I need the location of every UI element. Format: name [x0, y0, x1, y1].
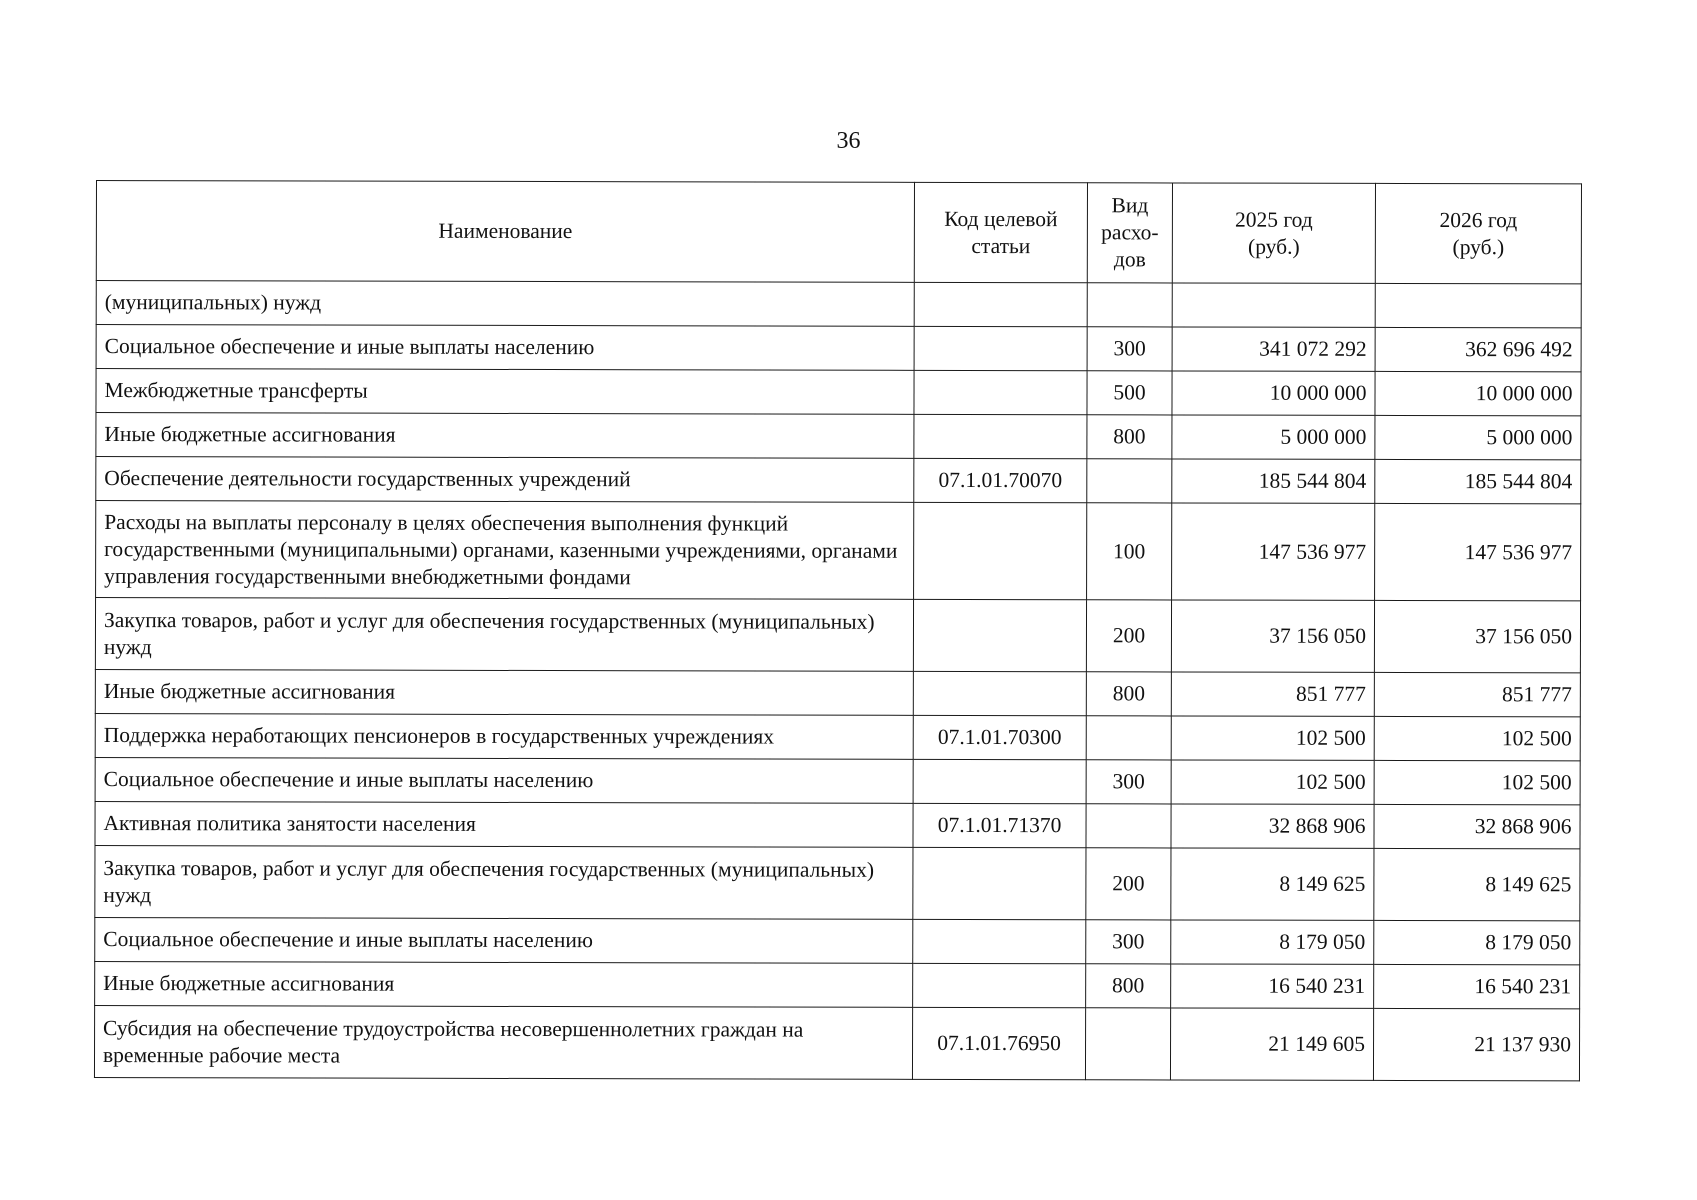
header-2025: [1172, 183, 1375, 283]
cell-code: [913, 759, 1086, 803]
cell-name: Межбюджетные трансферты: [96, 369, 914, 415]
cell-code: [913, 599, 1086, 671]
cell-name: Социальное обеспечение и иные выплаты населению: [95, 917, 913, 963]
cell-code: 07.1.01.71370: [913, 803, 1086, 847]
cell-2026: 16 540 231: [1374, 964, 1580, 1008]
cell-2026: 102 500: [1374, 760, 1580, 804]
budget-table: [94, 180, 1582, 1081]
cell-2026: 21 137 930: [1373, 1008, 1579, 1080]
cell-2025: 16 540 231: [1171, 964, 1374, 1008]
table-row: [95, 961, 1580, 1008]
header-2025-line: 2025 год: [1235, 207, 1313, 232]
cell-type: 300: [1086, 760, 1171, 804]
cell-2026: 362 696 492: [1375, 327, 1581, 371]
cell-code: [913, 671, 1086, 715]
header-code-line: Код целевой: [944, 206, 1058, 231]
cell-code: [914, 326, 1087, 370]
cell-code: 07.1.01.76950: [912, 1007, 1085, 1079]
cell-2026: 32 868 906: [1374, 804, 1580, 848]
cell-2025: 147 536 977: [1172, 503, 1375, 600]
cell-name: Социальное обеспечение и иные выплаты населению: [96, 325, 914, 371]
table-row: [96, 325, 1581, 372]
cell-2026: 102 500: [1374, 716, 1580, 760]
cell-code: [913, 847, 1086, 919]
header-2025-line: (руб.): [1248, 234, 1300, 259]
cell-type: [1086, 804, 1171, 848]
cell-2025: 8 149 625: [1171, 848, 1374, 920]
cell-type: 500: [1087, 371, 1172, 415]
cell-name: Иные бюджетные ассигнования: [95, 669, 913, 715]
cell-name: Расходы на выплаты персоналу в целях обеспечения выполнения функций государственными (муниципальными) органами, казенными учреждениями, органами управления государственными внебюджетными фондами: [96, 501, 914, 600]
header-type-line: дов: [1113, 247, 1146, 272]
cell-name: Закупка товаров, работ и услуг для обеспечения государственных (муниципальных) нужд: [95, 845, 913, 919]
header-name: Наименование: [96, 181, 914, 283]
cell-2025: 851 777: [1171, 672, 1374, 716]
cell-code: [914, 282, 1087, 326]
header-code-line: статьи: [971, 233, 1031, 258]
cell-2026: [1375, 283, 1581, 327]
cell-2026: 851 777: [1374, 672, 1580, 716]
cell-2025: 185 544 804: [1172, 459, 1375, 503]
cell-2025: 5 000 000: [1172, 415, 1375, 459]
cell-name: Социальное обеспечение и иные выплаты населению: [95, 757, 913, 803]
cell-2026: 8 179 050: [1374, 920, 1580, 964]
cell-type: 300: [1087, 327, 1172, 371]
table-row: [96, 413, 1581, 460]
table-row: [95, 598, 1580, 673]
header-2026-line: (руб.): [1452, 234, 1505, 259]
cell-type: 800: [1086, 672, 1171, 716]
cell-type: [1085, 1008, 1170, 1080]
cell-code: 07.1.01.70070: [914, 458, 1087, 502]
cell-code: [914, 370, 1087, 414]
cell-name: Активная политика занятости населения: [95, 801, 913, 847]
cell-2025: 37 156 050: [1171, 600, 1374, 672]
cell-name: Обеспечение деятельности государственных учреждений: [96, 457, 914, 503]
cell-2026: 5 000 000: [1375, 415, 1581, 459]
cell-type: 100: [1087, 503, 1172, 600]
cell-code: [913, 919, 1086, 963]
table-row: [95, 757, 1580, 804]
cell-2026: 10 000 000: [1375, 371, 1581, 415]
cell-type: 800: [1087, 415, 1172, 459]
header-2026-line: 2026 год: [1439, 207, 1518, 232]
cell-2025: 102 500: [1171, 760, 1374, 804]
cell-type: [1086, 716, 1171, 760]
cell-type: 200: [1086, 600, 1171, 672]
table-row: [95, 713, 1580, 760]
cell-2026: 185 544 804: [1375, 459, 1581, 503]
cell-name: Иные бюджетные ассигнования: [96, 413, 914, 459]
cell-2026: 37 156 050: [1374, 600, 1580, 672]
cell-2025: [1172, 283, 1375, 327]
cell-2025: 32 868 906: [1171, 804, 1374, 848]
cell-code: 07.1.01.70300: [913, 715, 1086, 759]
page-number: 36: [836, 128, 861, 154]
table-row: [95, 801, 1580, 848]
cell-code: [913, 963, 1086, 1007]
cell-type: [1087, 459, 1172, 503]
table-row: [96, 457, 1581, 504]
cell-2025: 21 149 605: [1170, 1008, 1373, 1080]
cell-type: 300: [1086, 920, 1171, 964]
table-row: [96, 501, 1581, 601]
header-type-line: расхо-: [1101, 220, 1159, 245]
cell-type: 200: [1086, 848, 1171, 920]
table-row: [96, 369, 1581, 416]
cell-code: [914, 502, 1087, 599]
cell-code: [914, 414, 1087, 458]
table-row: [95, 845, 1580, 920]
cell-2025: 8 179 050: [1171, 920, 1374, 964]
header-type-line: Вид: [1111, 193, 1149, 218]
cell-2025: 10 000 000: [1172, 371, 1375, 415]
cell-name: Субсидия на обеспечение трудоустройства несовершеннолетних граждан на временные рабочие места: [94, 1005, 912, 1079]
table-row: [96, 281, 1581, 328]
header-type: [1087, 183, 1172, 283]
cell-2026: 8 149 625: [1374, 848, 1580, 920]
table-row: [95, 669, 1580, 716]
cell-type: [1087, 283, 1172, 327]
cell-type: 800: [1086, 964, 1171, 1008]
cell-2025: 102 500: [1171, 716, 1374, 760]
table-row: [95, 917, 1580, 964]
table-header-row: [96, 181, 1581, 284]
cell-name: (муниципальных) нужд: [96, 281, 914, 327]
table-row: [94, 1005, 1579, 1080]
cell-2025: 341 072 292: [1172, 327, 1375, 371]
header-2026: [1375, 183, 1581, 283]
cell-name: Поддержка неработающих пенсионеров в государственных учреждениях: [95, 713, 913, 759]
header-code: [914, 182, 1087, 282]
cell-2026: 147 536 977: [1375, 503, 1581, 600]
cell-name: Закупка товаров, работ и услуг для обеспечения государственных (муниципальных) нужд: [95, 598, 913, 672]
cell-name: Иные бюджетные ассигнования: [95, 961, 913, 1007]
